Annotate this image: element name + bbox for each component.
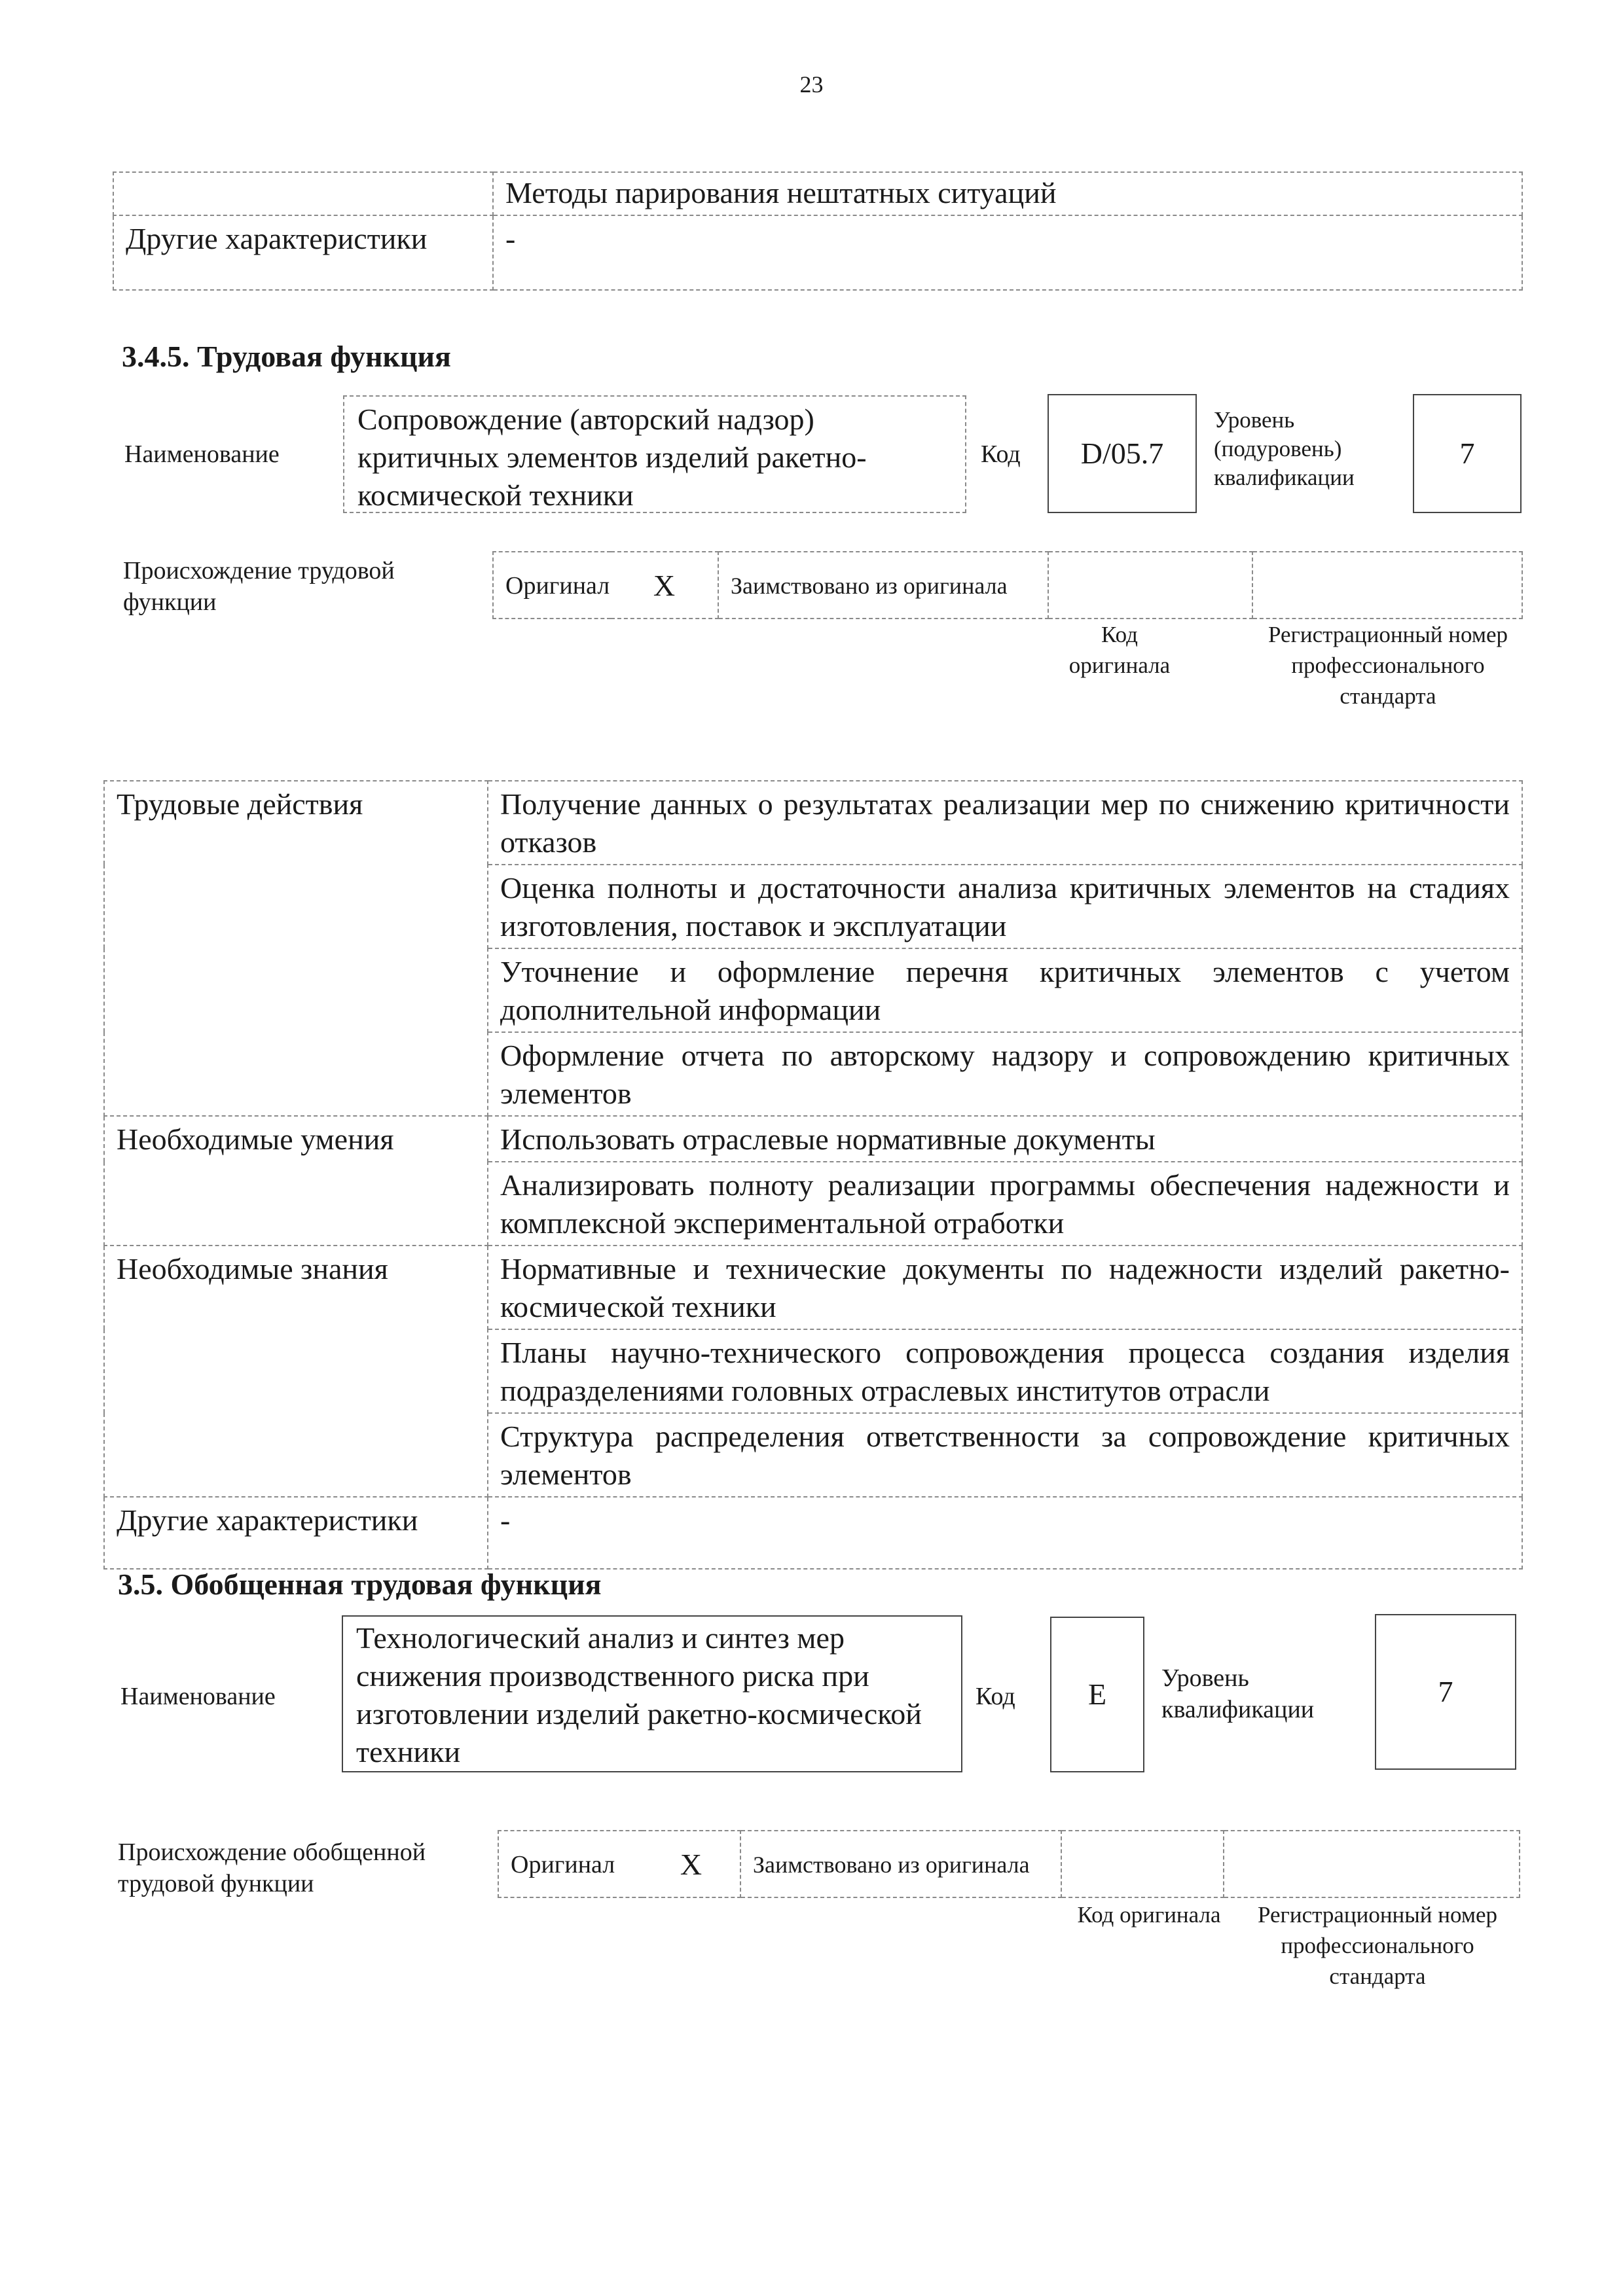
section-345-origin-table bbox=[492, 551, 1523, 619]
section-345-original-label: Оригинал bbox=[493, 552, 611, 619]
labor-action-item: Оформление отчета по авторскому надзору и сопровождению критичных элементов bbox=[488, 1032, 1522, 1116]
labor-action-item: Уточнение и оформление перечня критичных элементов с учетом дополнительной информации bbox=[488, 948, 1522, 1032]
section-35-level-box bbox=[1375, 1614, 1516, 1770]
required-knowledge-item: Планы научно-технического сопровождения процесса создания изделия подразделениями головных отраслевых институтов отрасли bbox=[488, 1329, 1522, 1413]
required-skills-label: Необходимые умения bbox=[104, 1116, 488, 1246]
section-345-level-box bbox=[1413, 394, 1522, 513]
section-35-heading: 3.5. Обобщенная трудовая функция bbox=[118, 1568, 602, 1601]
labor-action-item: Получение данных о результатах реализации мер по снижению критичности отказов bbox=[488, 781, 1522, 865]
section-345-borrowed-label: Заимствовано из оригинала bbox=[718, 552, 1048, 619]
section-345-main-table bbox=[103, 780, 1523, 1570]
section-35-reg-number-caption: Регистрационный номер профессионального стандарта bbox=[1257, 1902, 1498, 1989]
section-345-name-box bbox=[343, 395, 966, 513]
section-35-level-value: 7 bbox=[1438, 1675, 1453, 1708]
required-skill-item: Использовать отраслевые нормативные документы bbox=[488, 1116, 1522, 1162]
section-345-code-box bbox=[1048, 394, 1197, 513]
section-345-name-label: Наименование bbox=[124, 440, 280, 468]
section-35-code-original-cell bbox=[1061, 1831, 1224, 1897]
section-345-level-label: Уровень (подуровень) квалификации bbox=[1214, 407, 1355, 490]
other-characteristics-value: - bbox=[488, 1497, 1522, 1569]
page-number: 23 bbox=[799, 71, 824, 98]
section-35-origin-label: Происхождение обобщенной трудовой функции bbox=[118, 1839, 426, 1897]
section-345-reg-number-cell bbox=[1252, 552, 1522, 619]
section-345-original-mark: X bbox=[611, 552, 718, 619]
section-35-name-label: Наименование bbox=[120, 1683, 276, 1710]
top-table-other-label: Другие характеристики bbox=[113, 215, 493, 290]
section-35-borrowed-label: Заимствовано из оригинала bbox=[740, 1831, 1061, 1897]
section-345-origin-label: Происхождение трудовой функции bbox=[123, 557, 395, 616]
section-35-original-mark: X bbox=[642, 1831, 740, 1897]
section-35-code-original-caption: Код оригинала bbox=[1077, 1902, 1221, 1928]
labor-actions-label: Трудовые действия bbox=[104, 781, 488, 1116]
section-35-origin-table bbox=[498, 1830, 1520, 1898]
section-345-heading: 3.4.5. Трудовая функция bbox=[122, 340, 451, 373]
section-345-reg-number-caption: Регистрационный номер профессионального стандарта bbox=[1267, 622, 1508, 709]
required-skill-item: Анализировать полноту реализации программы обеспечения надежности и комплексной экспериментальной отработки bbox=[488, 1162, 1522, 1246]
section-35-code-value: E bbox=[1087, 1677, 1107, 1711]
section-345-code-label: Код bbox=[981, 440, 1021, 468]
section-35-level-label: Уровень квалификации bbox=[1161, 1664, 1315, 1723]
section-345-name-value: Сопровождение (авторский надзор) критичных элементов изделий ракетно-космической техники bbox=[357, 403, 867, 512]
labor-action-item: Оценка полноты и достаточности анализа критичных элементов на стадиях изготовления, поставок и эксплуатации bbox=[488, 865, 1522, 948]
top-table-other-value: - bbox=[493, 215, 1522, 290]
top-table-continued-text: Методы парирования нештатных ситуаций bbox=[493, 172, 1522, 215]
section-345-code-value: D/05.7 bbox=[1080, 437, 1164, 470]
section-35-original-label: Оригинал bbox=[498, 1831, 642, 1897]
other-characteristics-label: Другие характеристики bbox=[104, 1497, 488, 1569]
section-35-code-box bbox=[1050, 1617, 1144, 1772]
required-knowledge-item: Нормативные и технические документы по надежности изделий ракетно-космической техники bbox=[488, 1246, 1522, 1329]
section-345-code-original-cell bbox=[1048, 552, 1252, 619]
section-345-level-value: 7 bbox=[1459, 437, 1475, 470]
section-345-code-original-caption: Код оригинала bbox=[1068, 622, 1171, 678]
section-35-reg-number-cell bbox=[1224, 1831, 1520, 1897]
required-knowledge-label: Необходимые знания bbox=[104, 1246, 488, 1497]
section-35-name-value: Технологический анализ и синтез мер снижения производственного риска при изготовлении изделий ракетно-космической техники bbox=[356, 1621, 922, 1768]
top-table bbox=[113, 171, 1523, 291]
section-35-code-label: Код bbox=[976, 1683, 1015, 1710]
required-knowledge-item: Структура распределения ответственности за сопровождение критичных элементов bbox=[488, 1413, 1522, 1497]
section-35-name-box bbox=[342, 1615, 962, 1772]
top-table-empty-cell bbox=[113, 172, 493, 215]
